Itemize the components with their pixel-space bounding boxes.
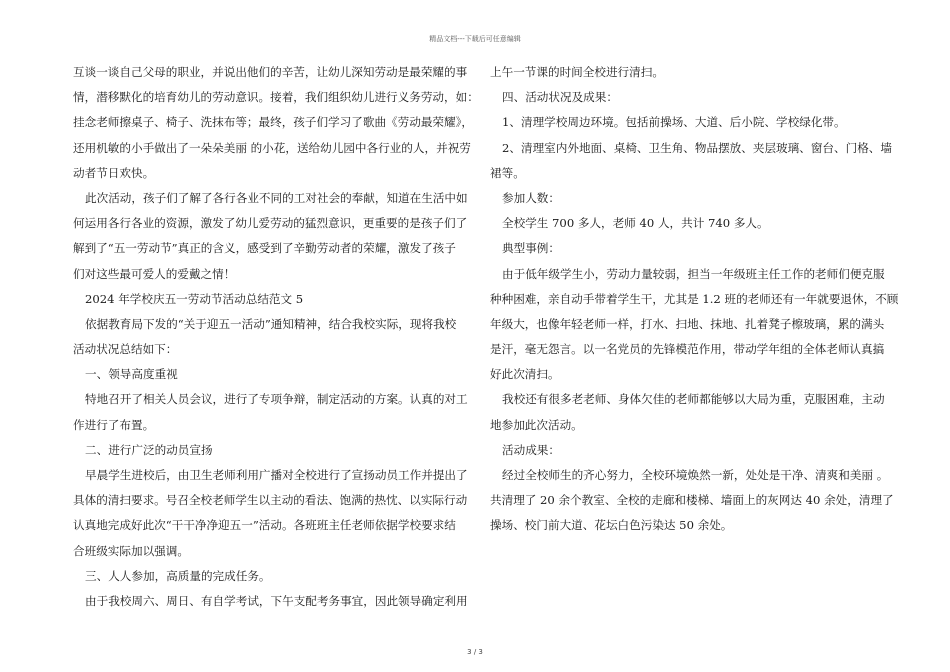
text-line: 2、清理室内外地面、桌椅、卫生角、物品摆放、夹层玻璃、窗台、门格、墙 <box>502 140 892 155</box>
text-line: 经过全校师生的齐心努力，全校环境焕然一新，处处是干净、清爽和美丽 。 <box>502 468 889 482</box>
text-line: 好此次清扫。 <box>490 367 560 382</box>
text-line: 具体的清扫要求。号召全校老师学生以主动的看法、饱满的热忱、以实际行动 <box>73 493 468 508</box>
text-line: 由于低年级学生小，劳动力量较弱，担当一年级班主任工作的老师们便克服 <box>502 266 885 281</box>
text-line: 情，潜移默化的培育幼儿的劳动意识。接着，我们组织幼儿进行义务劳动，如： <box>73 90 479 105</box>
text-line: 二、进行广泛的动员宣扬 <box>85 442 213 457</box>
text-line: 解到了“五一劳动节”真正的含义，感受到了辛勤劳动者的荣耀，激发了孩子 <box>73 241 456 256</box>
text-line: 由于我校周六、周日、有自学考试，下午支配考务事宜，因此领导确定利用 <box>85 593 468 608</box>
text-line: 一、领导高度重视 <box>85 367 178 382</box>
text-line: 操场、校门前大道、花坛白色污染达 50 余处。 <box>490 518 733 533</box>
text-line: 四、活动状况及成果： <box>502 90 618 105</box>
text-line: 1、清理学校周边环境。包括前操场、大道、后小院、学校绿化带。 <box>502 115 846 130</box>
text-line: 种种困难，亲自动手带着学生干，尤其是 1.2 班的老师还有一年就要退休，不顾 <box>490 291 899 306</box>
text-line: 合班级实际加以强调。 <box>73 543 189 558</box>
text-line: 活动成果： <box>502 442 560 457</box>
page-number: 3 / 3 <box>467 648 483 656</box>
text-line: 全校学生 700 多人，老师 40 人，共计 740 多人。 <box>502 216 769 231</box>
text-line: 依据教育局下发的“关于迎五一活动”通知精神，结合我校实际，现将我校 <box>85 316 457 331</box>
text-line: 是汗，毫无怨言。以一名党员的先锋模范作用，带动学年组的全体老师认真搞 <box>490 342 885 357</box>
text-line: 裙等。 <box>490 165 525 180</box>
text-line: 三、人人参加，高质量的完成任务。 <box>85 568 271 583</box>
text-line: 挂念老师擦桌子、椅子、洗抹布等；最终，孩子们学习了歌曲《劳动最荣耀》， <box>73 115 473 130</box>
text-line: 们对这些最可爱人的爱戴之情！ <box>73 266 236 281</box>
text-line: 特地召开了相关人员会议，进行了专项争辩，制定活动的方案。认真的对工 <box>85 392 468 407</box>
text-line: 参加人数： <box>502 190 560 205</box>
text-line: 作进行了布置。 <box>73 417 155 432</box>
text-line: 2024 年学校庆五一劳动节活动总结范文 5 <box>85 291 304 306</box>
text-line: 认真地完成好此次“干干净净迎五一”活动。各班班主任老师依据学校要求结 <box>73 518 456 533</box>
text-line: 动者节日欢快。 <box>73 165 155 180</box>
text-line: 互谈一谈自己父母的职业，并说出他们的辛苦，让幼儿深知劳动是最荣耀的事 <box>73 65 468 79</box>
page-header: 精品文档---下载后可任意编辑 <box>429 35 521 43</box>
left-column <box>73 60 479 614</box>
text-line: 此次活动，孩子们了解了各行各业不同的工对社会的奉献，知道在生活中如 <box>85 190 468 205</box>
right-column <box>490 60 899 539</box>
text-line: 还用机敏的小手做出了一朵朵美丽 的小花，送给幼儿园中各行业的人，并祝劳 <box>73 140 471 155</box>
text-line: 共清理了 20 余个教室、全校的走廊和楼梯、墙面上的灰网达 40 余处，清理了 <box>490 493 894 508</box>
text-line: 何运用各行各业的资源，激发了幼儿爱劳动的猛烈意识，更重要的是孩子们了 <box>73 216 468 231</box>
text-line: 早晨学生进校后，由卫生老师利用广播对全校进行了宣扬动员工作并提出了 <box>85 468 468 482</box>
text-line: 活动状况总结如下： <box>73 342 178 357</box>
text-line: 地参加此次活动。 <box>490 417 583 432</box>
text-line: 年级大，也像年轻老师一样，打水、扫地、抹地、扎着凳子檫玻璃，累的满头 <box>490 316 885 331</box>
text-line: 我校还有很多老老师、身体欠佳的老师都能够以大局为重，克服困难，主动 <box>502 392 885 407</box>
text-line: 上午一节课的时间全校进行清扫。 <box>490 65 664 79</box>
text-line: 典型事例： <box>502 241 560 256</box>
